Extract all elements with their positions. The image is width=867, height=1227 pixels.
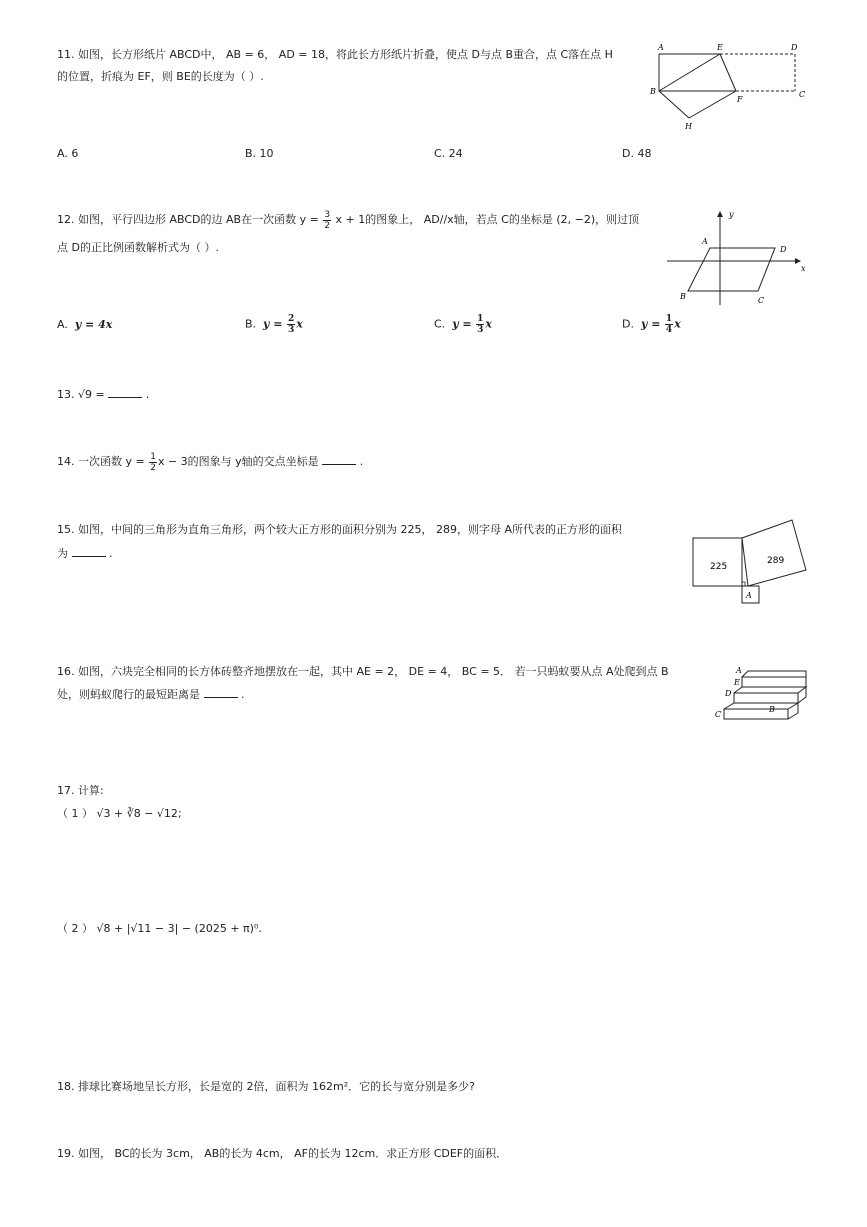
q12-option-c[interactable] [434, 314, 492, 335]
q14-frac-num: 1 [150, 451, 156, 462]
q12-stem-line1 [57, 209, 639, 231]
q15-answer-blank[interactable] [72, 546, 106, 557]
q14-stem [57, 451, 363, 473]
q15-figure-squares [688, 515, 813, 607]
q15-label-A: A [746, 591, 752, 600]
q11-stem-line1: 11. 如图，长方形纸片 ABCD中， AB = 6， AD = 18，将此长方形纸片折叠，使点 D与点 B重合，点 C落在点 H [57, 48, 613, 61]
q12-stem-post: x + 1的图象上， AD//x轴，若点 C的坐标是 (2, −2)，则过顶 [335, 213, 640, 226]
q12-label-B: B [680, 292, 686, 301]
q12-stem-pre: 12. 如图，平行四边形 ABCD的边 AB在一次函数 y = [57, 213, 319, 226]
q12-frac-num: 3 [324, 209, 331, 220]
q11-figure-folded-rectangle [640, 38, 815, 138]
q17-part1: （ 1 ） √3 + ∛8 − √12; [57, 807, 182, 820]
q12-option-c-den: 3 [477, 325, 484, 335]
q12-option-c-pre: y = [452, 317, 472, 331]
q11-option-c[interactable]: C. 24 [434, 147, 463, 160]
q12-option-d-pre: y = [640, 317, 661, 331]
q13-stem [57, 384, 149, 405]
q14-frac-den: 2 [150, 462, 156, 473]
q11-label-F: F [737, 95, 743, 104]
q11-label-C: C [799, 90, 806, 99]
q15-label-289: 289 [767, 556, 785, 566]
q12-label-D: D [780, 245, 787, 254]
q16-figure-stairs [712, 660, 812, 725]
q12-option-a-expr: y = 4x [74, 318, 113, 331]
q12-frac-den: 2 [324, 220, 331, 231]
q19-stem: 19. 如图， BC的长为 3cm， AB的长为 4cm， AF的长为 12cm．求正方形 CDEF的面积． [57, 1147, 508, 1160]
q14-answer-blank[interactable] [322, 454, 356, 465]
q12-option-b-post: x [296, 317, 303, 331]
q18-stem: 18. 排球比赛场地呈长方形，长是宽的 2倍，面积为 162m²．它的长与宽分别是多少? [57, 1080, 475, 1093]
q12-option-a[interactable] [57, 318, 112, 331]
q12-option-d[interactable] [622, 314, 681, 335]
q12-option-d-post: x [674, 317, 681, 331]
q12-option-d-den: 4 [665, 325, 673, 335]
q13-stem-post: . [145, 388, 150, 401]
q12-option-c-label: C. [434, 317, 446, 331]
q15-stem-line2-pre: 为 [57, 547, 68, 560]
q15-stem-line1: 15. 如图，中间的三角形为直角三角形，两个较大正方形的面积分别为 225， 289，则字母 A所代表的正方形的面积 [57, 523, 622, 536]
q12-option-c-num: 1 [477, 314, 484, 324]
q16-label-D: D [725, 689, 732, 698]
q14-fraction [149, 452, 157, 473]
q16-stem-line1: 16. 如图，六块完全相同的长方体砖整齐地摆放在一起，其中 AE = 2， DE = 4， BC = 5． 若一只蚂蚁要从点 A处爬到点 B [57, 665, 669, 678]
q11-label-E: E [717, 43, 723, 52]
q12-option-b-den: 3 [288, 325, 295, 335]
q13-stem-pre: 13. √9 = [57, 388, 105, 401]
q14-stem-post: x − 3的图象与 y轴的交点坐标是 [157, 455, 319, 468]
q12-option-d-num: 1 [665, 314, 673, 324]
q12-option-c-fraction [476, 314, 484, 335]
q12-figure-parallelogram-axes [665, 205, 815, 310]
q13-answer-blank[interactable] [108, 387, 142, 398]
q12-option-b[interactable] [245, 314, 303, 335]
q12-option-b-num: 2 [288, 314, 295, 324]
q16-label-A: A [736, 666, 742, 675]
q12-option-d-fraction [665, 314, 673, 335]
q16-answer-blank[interactable] [204, 687, 238, 698]
q12-fraction [323, 210, 331, 231]
q12-label-C: C [758, 296, 765, 305]
q12-option-a-label: A. [57, 318, 68, 331]
q16-stem-line2 [57, 684, 245, 705]
q12-stem-line2: 点 D的正比例函数解析式为（ ）. [57, 241, 219, 254]
q15-stem-line2 [57, 543, 113, 564]
q12-option-d-label: D. [622, 317, 634, 331]
q14-stem-end: . [359, 455, 364, 468]
q12-option-c-post: x [485, 317, 492, 331]
q16-label-B: B [769, 705, 775, 714]
q16-stem-line2-post: . [241, 688, 245, 701]
q12-label-x: x [801, 264, 806, 273]
q16-label-C: C [715, 710, 722, 719]
q11-label-A: A [658, 43, 664, 52]
q11-label-D: D [791, 43, 798, 52]
q11-option-d[interactable]: D. 48 [622, 147, 652, 160]
q17-part2: （ 2 ） √8 + |√11 − 3| − (2025 + π)⁰. [57, 922, 262, 935]
q17-title: 17. 计算: [57, 784, 104, 797]
q14-stem-pre: 14. 一次函数 y = [57, 455, 145, 468]
q11-option-b[interactable]: B. 10 [245, 147, 274, 160]
q12-label-A: A [702, 237, 708, 246]
q12-option-b-label: B. [245, 317, 257, 331]
q16-label-E: E [734, 678, 740, 687]
q12-label-y: y [729, 210, 734, 219]
q16-stem-line2-pre: 处，则蚂蚁爬行的最短距离是 [57, 688, 200, 701]
q11-option-a[interactable]: A. 6 [57, 147, 79, 160]
q11-stem-line2: 的位置，折痕为 EF，则 BE的长度为（ ）. [57, 70, 264, 83]
q12-option-b-fraction [287, 314, 295, 335]
q11-label-B: B [650, 87, 656, 96]
q11-label-H: H [685, 122, 692, 131]
q15-stem-line2-post: . [109, 547, 113, 560]
q12-option-b-pre: y = [263, 317, 283, 331]
q15-label-225: 225 [710, 562, 728, 572]
